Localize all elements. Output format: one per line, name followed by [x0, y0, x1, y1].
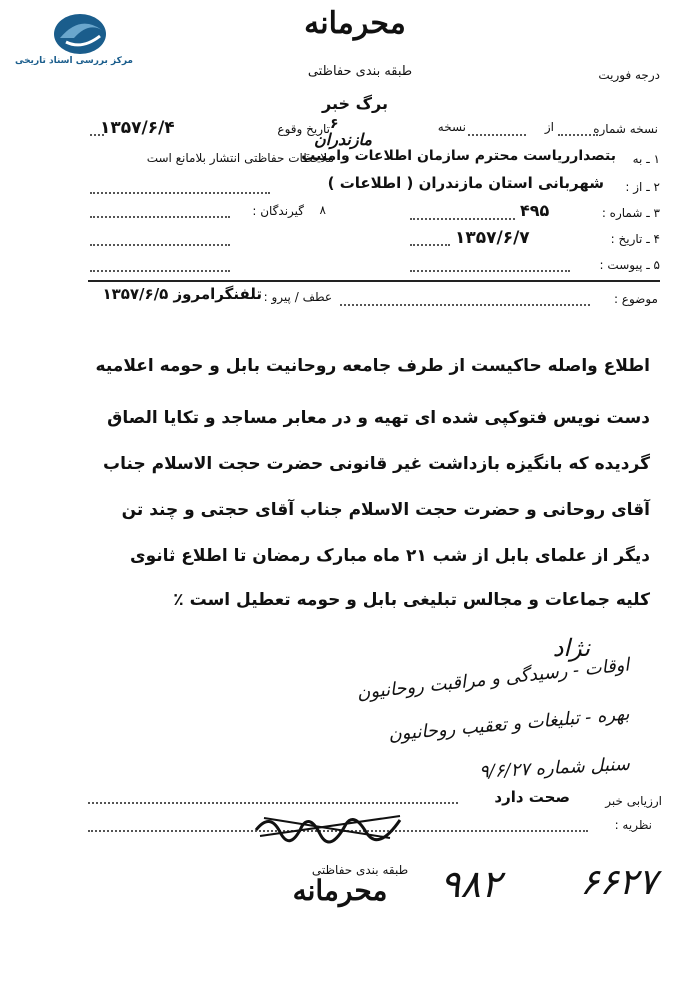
field-date-label: ۴ ـ تاریخ :	[610, 232, 660, 246]
from-label: از	[544, 120, 554, 134]
page-title: محرمانه	[304, 6, 406, 41]
ref-value: تلفنگرامروز ۱۳۵۷/۶/۵	[102, 285, 262, 303]
from-dots	[468, 134, 526, 136]
field-attachment-dots-left	[90, 270, 230, 272]
priority-label: درجه فوریت	[598, 68, 660, 82]
ref-label: عطف / پیرو :	[263, 290, 332, 304]
occurrence-date-value: ۱۳۵۷/۶/۴	[100, 118, 175, 138]
occurrence-date-label: تاریخ وقوع	[277, 122, 330, 136]
evaluation-label: ارزیابی خبر	[605, 794, 662, 808]
footer-title: محرمانه	[292, 874, 388, 907]
archive-logo-text: مرکز بررسی اسناد تاریخی	[14, 56, 134, 66]
field-date-dots-left	[90, 244, 230, 246]
field-attachment-dots	[410, 270, 570, 272]
field-to-label: ۱ ـ به	[632, 152, 660, 166]
evaluation-dots	[88, 802, 458, 804]
field-date-value: ۱۳۵۷/۶/۷	[455, 228, 530, 248]
footer-number-mid: ۹۸۲	[440, 862, 502, 906]
body-line-5: دیگر از علمای بابل از شب ۲۱ ماه مبارک رمضان تا اطلاع ثانوی	[130, 546, 650, 566]
footer-classification-label: طبقه بندی حفاظتی	[311, 863, 409, 877]
copy-number-label: نسخه شماره	[593, 122, 658, 136]
field-from-value: شهربانی استان مازندران ( اطلاعات )	[327, 174, 604, 192]
body-line-2: دست نویس فتوکپی شده ای تهیه و در معابر مساجد و تکایا الصاق	[107, 408, 650, 428]
body-line-4: آقای روحانی و حضرت حجت الاسلام جناب آقای حجتی و چند تن	[121, 500, 650, 520]
copy-number-dots	[558, 134, 598, 136]
province-handwritten: مازندران	[314, 130, 372, 149]
field-date-dots	[410, 244, 450, 246]
handwritten-note-3: بهره - تبلیغات و تعقیب روحانیون	[387, 703, 631, 746]
body-line-3: گردیده که بانگیزه بازداشت غیر قانونی حضرت حجت الاسلام جناب	[103, 454, 650, 474]
field-number-label: ۳ ـ شماره :	[601, 206, 660, 220]
footer-number-left: ۶۶۲۷	[580, 862, 658, 903]
field-attachment-label: ۵ ـ پیوست :	[599, 258, 660, 272]
evaluation-value: صحت دارد	[494, 788, 570, 806]
field-to-note: ملاحظات حفاظتی انتشار بلامانع است	[146, 151, 334, 165]
subject-label: موضوع :	[613, 292, 658, 306]
subject-dots	[340, 304, 590, 306]
form-name: برگ خبر	[322, 94, 388, 113]
body-line-6: کلیه جماعات و مجالس تبلیغی بابل و حومه تعطیل است ٪	[173, 590, 650, 610]
field-from-label: ۲ ـ از :	[625, 180, 660, 194]
copy-label: نسخه	[437, 120, 466, 134]
occurrence-dots	[90, 134, 104, 136]
recipients-label: گیرندگان :	[252, 204, 304, 218]
signature-scribble	[250, 808, 410, 844]
field-number-dots	[410, 218, 515, 220]
recipients-dots	[90, 216, 230, 218]
body-line-1: اطلاع واصله حاکیست از طرف جامعه روحانیت بابل و حومه اعلامیه	[95, 356, 650, 376]
recipients-number: ۸	[319, 203, 326, 217]
occurrence-date-prefix: ۶	[330, 116, 339, 132]
handwritten-note-1: نژاد	[552, 634, 590, 662]
classification-label: طبقه بندی حفاظتی	[307, 64, 413, 79]
divider-top	[88, 280, 660, 282]
opinion-label: نظریه :	[614, 818, 652, 832]
field-to-value: بتصدارریاست محترم سازمان اطلاعات وامنیت	[301, 148, 616, 164]
handwritten-note-2: اوقات - رسیدگی و مراقبت روحانیون	[356, 654, 631, 704]
field-from-dots	[90, 192, 270, 194]
field-number-value: ۴۹۵	[520, 201, 550, 220]
handwritten-note-4: سنبل شماره ۹/۶/۲۷	[478, 753, 631, 783]
